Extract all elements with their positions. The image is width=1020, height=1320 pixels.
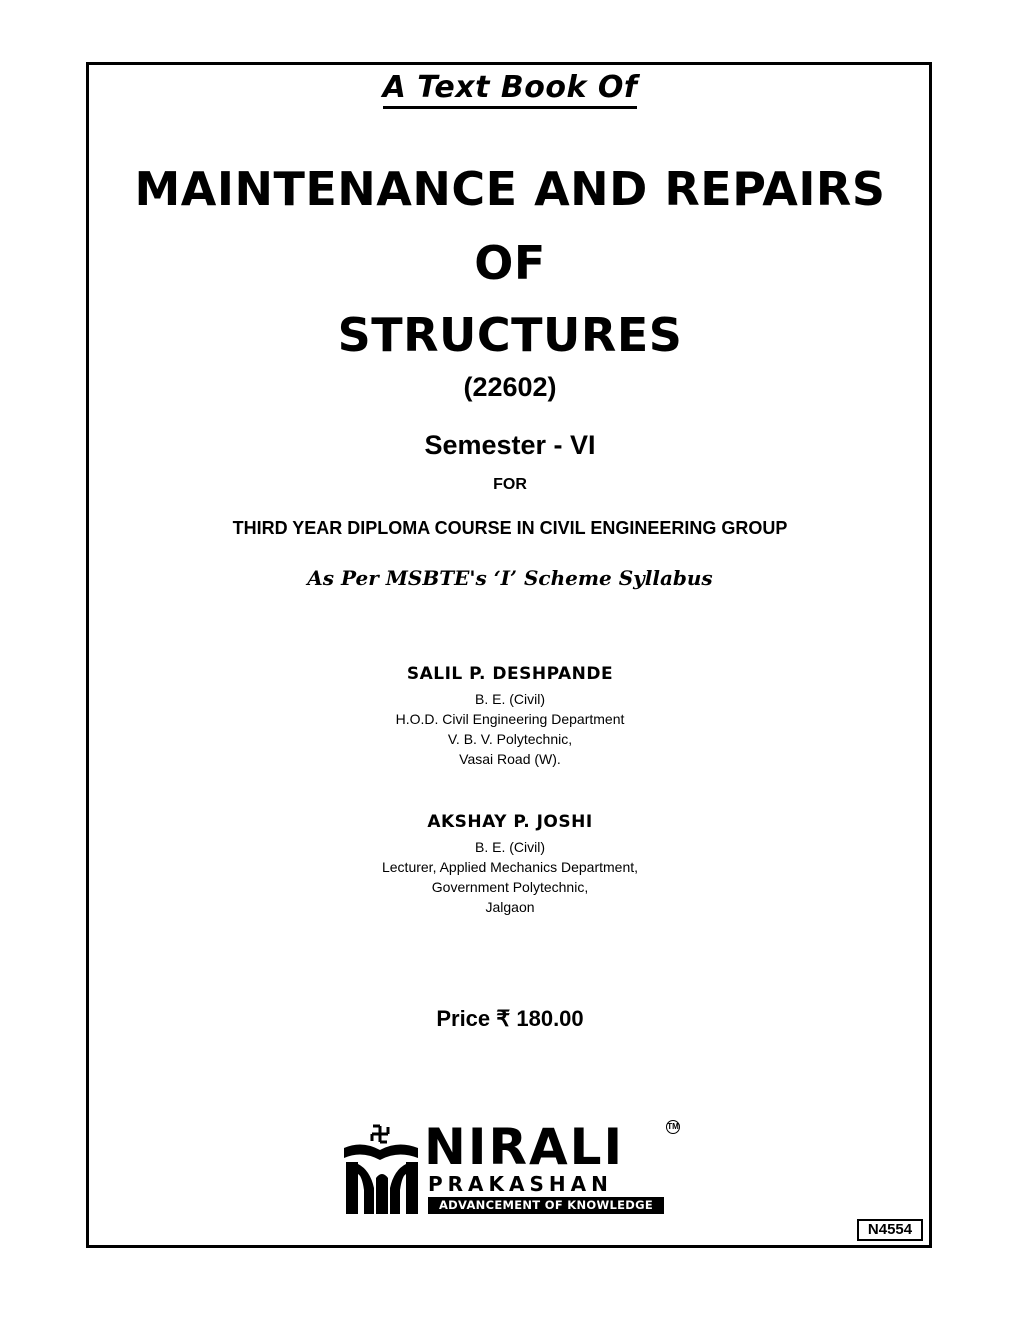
author-position: H.O.D. Civil Engineering Department bbox=[395, 711, 625, 727]
book-title-line-1: MAINTENANCE AND REPAIRS bbox=[134, 162, 886, 216]
price: Price ₹ 180.00 bbox=[436, 1006, 584, 1031]
publisher-name: NIRALI bbox=[424, 1118, 625, 1176]
for-label: FOR bbox=[493, 476, 527, 493]
author-qualification: B. E. (Civil) bbox=[475, 839, 545, 855]
author-institution: V. B. V. Polytechnic, bbox=[447, 731, 573, 747]
author-name: SALIL P. DESHPANDE bbox=[406, 664, 614, 684]
author-institution: Government Polytechnic, bbox=[431, 879, 589, 895]
author-position: Lecturer, Applied Mechanics Department, bbox=[381, 859, 639, 875]
publisher-tagline: ADVANCEMENT OF KNOWLEDGE bbox=[428, 1197, 664, 1214]
syllabus-note: As Per MSBTE's ‘I’ Scheme Syllabus bbox=[307, 566, 713, 590]
course-description: THIRD YEAR DIPLOMA COURSE IN CIVIL ENGINEERING GROUP bbox=[232, 518, 788, 538]
trademark-icon: TM bbox=[666, 1120, 680, 1134]
series-label: A Text Book Of bbox=[0, 70, 1020, 105]
publisher-emblem-icon bbox=[340, 1118, 424, 1218]
author-location: Vasai Road (W). bbox=[459, 751, 561, 767]
book-title-line-2: OF bbox=[474, 236, 546, 290]
author-qualification: B. E. (Civil) bbox=[475, 691, 545, 707]
book-code: N4554 bbox=[857, 1219, 923, 1241]
publisher-logo bbox=[340, 1118, 680, 1218]
author-name: AKSHAY P. JOSHI bbox=[427, 812, 593, 832]
publisher-subname: PRAKASHAN bbox=[428, 1172, 613, 1196]
semester: Semester - VI bbox=[424, 430, 596, 460]
course-code: (22602) bbox=[463, 372, 557, 402]
book-title-line-3: STRUCTURES bbox=[337, 308, 683, 362]
author-location: Jalgaon bbox=[485, 899, 535, 915]
